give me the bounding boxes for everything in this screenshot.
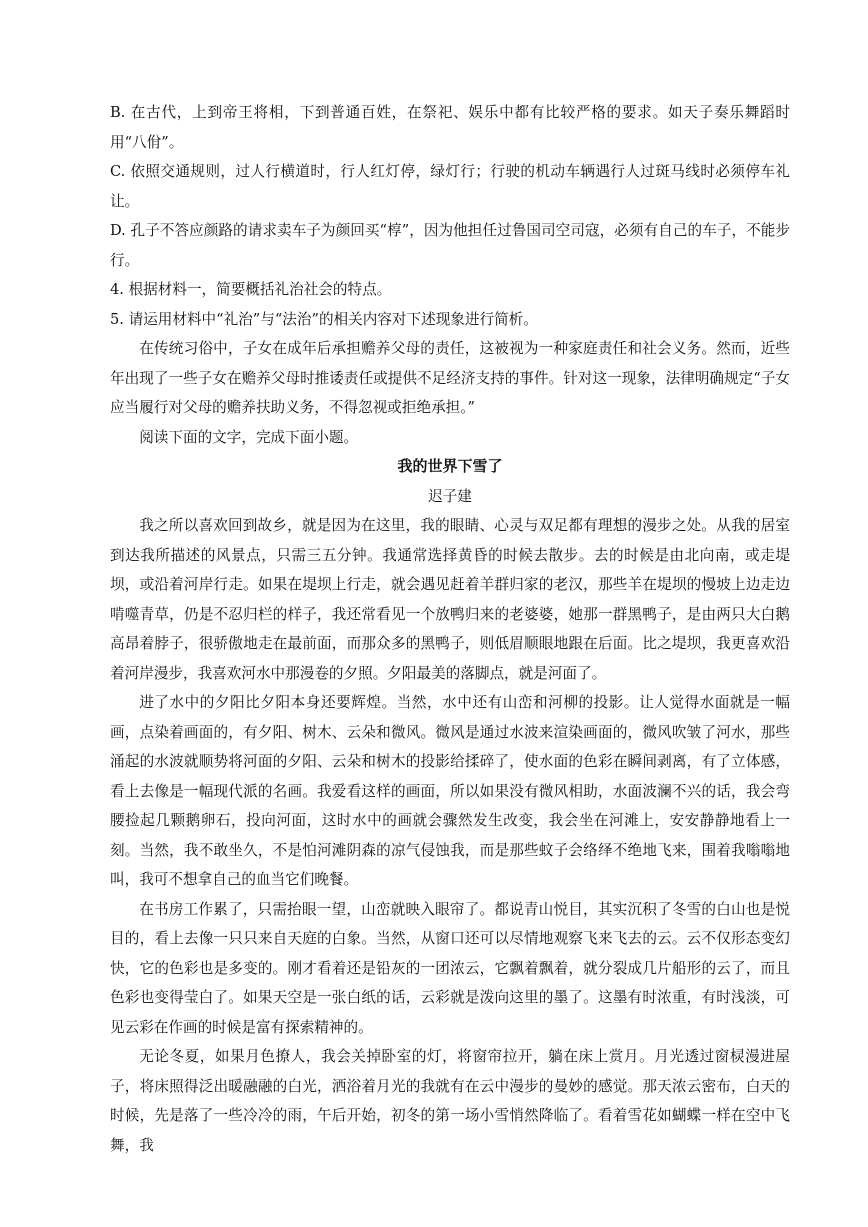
article-paragraph: 在书房工作累了，只需抬眼一望，山峦就映入眼帘了。都说青山悦目，其实沉积了冬雪的白山也是悦目的，看上去像一只只来自天庭的白象。当然，从窗口还可以尽情地观察飞来飞去的云。云不仅形态变幻快，它的色彩也是多变的。刚才看着还是铅灰的一团浓云，它飘着飘着，就分裂成几片船形的云了，而且色彩也变得莹白了。如果天空是一张白纸的话，云彩就是泼向这里的墨了。这墨有时浓重，有时浅淡，可见云彩在作画的时候是富有探索精神的。: [110, 900, 790, 1036]
option-c: C. 依照交通规则，过人行横道时，行人红灯停，绿灯行；行驶的机动车辆遇行人过斑马线时必须停车礼让。: [110, 163, 790, 210]
option-b: B. 在古代，上到帝王将相，下到普通百姓，在祭祀、娱乐中都有比较严格的要求。如天子奏乐舞蹈时用“八佾”。: [110, 104, 790, 151]
question-5: 5. 请运用材料中“礼治”与“法治”的相关内容对下述现象进行简析。: [110, 310, 538, 328]
article-paragraph: 进了水中的夕阳比夕阳本身还要辉煌。当然，水中还有山峦和河柳的投影。让人觉得水面就是一幅画，点染着画面的，有夕阳、树木、云朵和微风。微风是通过水波来渲染画面的，微风吹皱了河水，那些涌起的水波就顺势将河面的夕阳、云朵和树木的投影给揉碎了，使水面的色彩在瞬间剥离，有了立体感，看上去像是一幅现代派的名画。我爱看这样的画面，所以如果没有微风相助，水面波澜不兴的话，我会弯腰捡起几颗鹅卵石，投向河面，这时水中的画就会骤然发生改变，我会坐在河滩上，安安静静地看上一刻。当然，我不敢坐久，不是怕河滩阴森的凉气侵蚀我，而是那些蚊子会络绎不绝地飞来，围着我嗡嗡地叫，我可不想拿自己的血当它们晚餐。: [110, 694, 790, 888]
reading-instruction: 阅读下面的文字，完成下面小题。: [139, 428, 359, 446]
phenomenon-text: 在传统习俗中，子女在成年后承担赡养父母的责任，这被视为一种家庭责任和社会义务。然而，近些年出现了一些子女在赡养父母时推诿责任或提供不足经济支持的事件。针对这一现象，法律明确规定“子女应当履行对父母的赡养扶助义务，不得忽视或拒绝承担。”: [110, 340, 790, 416]
question-4: 4. 根据材料一，简要概括礼治社会的特点。: [110, 281, 392, 298]
article-paragraph: 无论冬夏，如果月色撩人，我会关掉卧室的灯，将窗帘拉开，躺在床上赏月。月光透过窗棂漫进屋子，将床照得泛出暖融融的白光，洒浴着月光的我就有在云中漫步的曼妙的感觉。那天浓云密布，白天的时候，先是落了一些冷冷的雨，午后开始，初冬的第一场小雪悄然降临了。看着雪花如蝴蝶一样在空中飞舞，我: [110, 1048, 790, 1154]
article-title: 我的世界下雪了: [397, 457, 503, 475]
article-paragraph: 我之所以喜欢回到故乡，就是因为在这里，我的眼睛、心灵与双足都有理想的漫步之处。从我的居室到达我所描述的风景点，只需三五分钟。我通常选择黄昏的时候去散步。去的时候是由北向南，或走堤坝，或沿着河岸行走。如果在堤坝上行走，就会遇见赶着羊群归家的老汉，那些羊在堤坝的慢坡上边走边啃噬青草，仍是不忍归栏的样子，我还常看见一个放鸭归来的老婆婆，她那一群黑鸭子，是由两只大白鹅高昂着脖子，很骄傲地走在最前面，而那众多的黑鸭子，则低眉顺眼地跟在后面。比之堤坝，我更喜欢沿着河岸漫步，我喜欢河水中那漫卷的夕照。夕阳最美的落脚点，就是河面了。: [110, 517, 790, 682]
article-author: 迟子建: [428, 487, 472, 505]
option-d: D. 孔子不答应颜路的请求卖车子为颜回买“椁”，因为他担任过鲁国司空司寇，必须有自己的车子，不能步行。: [110, 222, 790, 269]
document-page: [110, 98, 790, 1160]
